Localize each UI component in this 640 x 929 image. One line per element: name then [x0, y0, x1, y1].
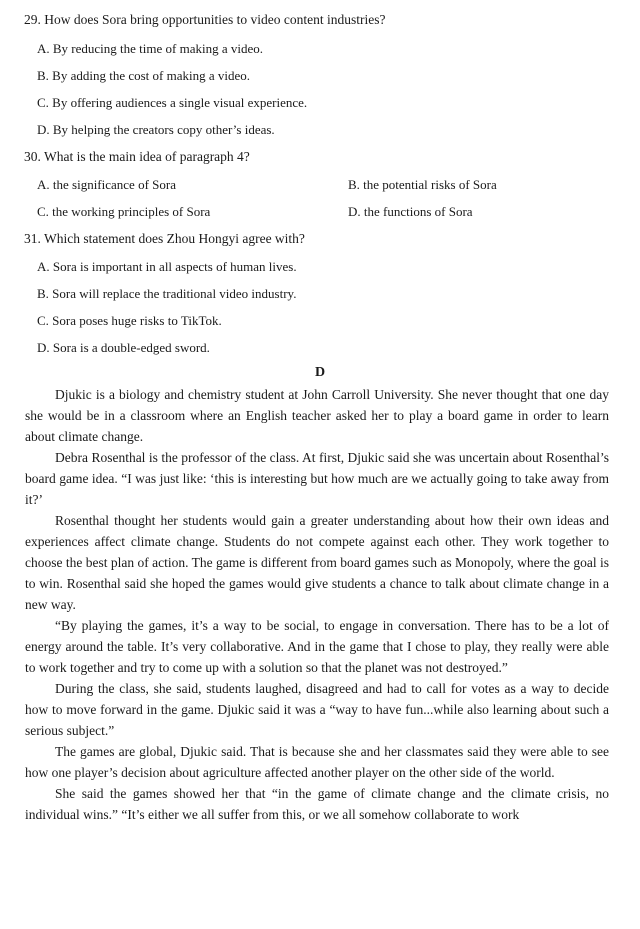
- question-31-option-c: C. Sora poses huge risks to TikTok.: [37, 313, 222, 328]
- question-30-stem: 30. What is the main idea of paragraph 4?: [24, 149, 250, 164]
- passage-paragraph: “By playing the games, it’s a way to be social, to engage in conversation. There has to be a lot of energy around the table. It’s very collaborative. And in the game that I chose to play, they really were able to work together and try to come up with a solution so that the planet was not destroyed.”: [25, 618, 609, 675]
- question-31-option-b: B. Sora will replace the traditional video industry.: [37, 286, 297, 301]
- question-30-option-c: C. the working principles of Sora: [37, 204, 211, 219]
- passage-paragraph: During the class, she said, students laughed, disagreed and had to call for votes as a way to decide how to move forward in the game. Djukic said it was a “way to have fun...while also learning about such a serious subject.”: [25, 681, 609, 738]
- passage-paragraph: Rosenthal thought her students would gain a greater understanding about how their own ideas and experiences affect climate change. Students do not compete against each other. They work together to choose the best plan of action. The game is different from board games such as Monopoly, where the goal is to win. Rosenthal said she hoped the games would give students a chance to talk about climate change in a new way.: [25, 513, 609, 612]
- question-29-stem: 29. How does Sora bring opportunities to video content industries?: [24, 12, 386, 27]
- question-31-option-d: D. Sora is a double-edged sword.: [37, 340, 210, 355]
- question-31-stem: 31. Which statement does Zhou Hongyi agree with?: [24, 231, 305, 246]
- question-30-option-a: A. the significance of Sora: [37, 177, 176, 192]
- question-30-option-d: D. the functions of Sora: [348, 204, 473, 219]
- question-29-option-c: C. By offering audiences a single visual experience.: [37, 95, 308, 110]
- section-letter: D: [314, 365, 326, 380]
- reading-passage: [25, 384, 609, 825]
- passage-paragraph: Debra Rosenthal is the professor of the class. At first, Djukic said she was uncertain about Rosenthal’s board game idea. “I was just like: ‘this is interesting but how much are we actually going to take away from it?’: [25, 450, 609, 507]
- passage-paragraph: The games are global, Djukic said. That is because she and her classmates said they were able to see how one player’s decision about agriculture affected another player on the other side of the world.: [25, 744, 609, 780]
- question-30-option-b: B. the potential risks of Sora: [348, 177, 497, 192]
- passage-paragraph: She said the games showed her that “in the game of climate change and the climate crisis, no individual wins.” “It’s either we all suffer from this, or we all somehow collaborate to work: [25, 786, 609, 822]
- passage-paragraph: Djukic is a biology and chemistry student at John Carroll University. She never thought that one day she would be in a classroom where an English teacher asked her to play a board game in order to learn about climate change.: [25, 387, 609, 444]
- question-29-option-a: A. By reducing the time of making a video.: [37, 41, 264, 56]
- question-29-option-d: D. By helping the creators copy other’s ideas.: [37, 122, 275, 137]
- question-29-option-b: B. By adding the cost of making a video.: [37, 68, 251, 83]
- question-31-option-a: A. Sora is important in all aspects of human lives.: [37, 259, 297, 274]
